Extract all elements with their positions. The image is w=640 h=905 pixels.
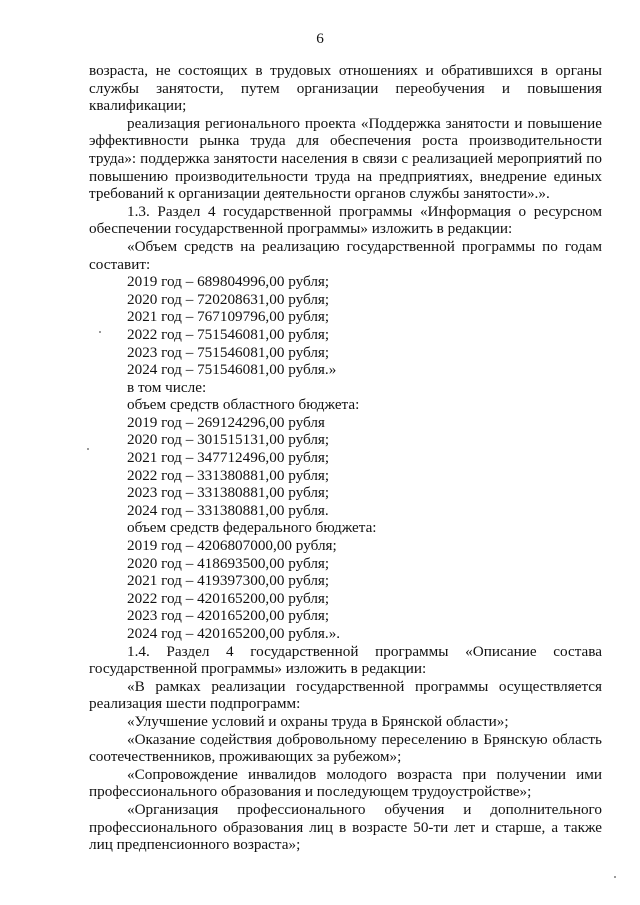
list-line: 2021 год – 347712496,00 рубля; (127, 449, 330, 467)
list-line: объем средств федерального бюджета: (127, 519, 377, 537)
list-line: 2022 год – 420165200,00 рубля; (127, 589, 330, 607)
list-line: 2020 год – 720208631,00 рубля; (127, 290, 330, 308)
list-line: 2023 год – 420165200,00 рубля; (127, 607, 330, 625)
list-line: 2021 год – 419397300,00 рубля; (127, 572, 330, 590)
scan-mark (614, 876, 616, 878)
paragraph: «Улучшение условий и охраны труда в Брянской области»; (127, 712, 509, 730)
paragraph: 1.4. Раздел 4 государственной программы «Описание состава государственной программы» изложить в редакции: (89, 642, 602, 678)
paragraph: возраста, не состоящих в трудовых отношениях и обратившихся в органы службы занятости, путем организации переобучения и повышения квалификации; (89, 62, 602, 115)
scan-mark (99, 331, 101, 333)
document-body (89, 62, 602, 854)
list-line: 2024 год – 331380881,00 рубля. (127, 501, 329, 519)
paragraph: «Организация профессионального обучения и дополнительного профессионального образования лиц в возрасте 50-ти лет и старше, а также лиц предпенсионного возраста»; (89, 800, 602, 854)
paragraph: «Сопровождение инвалидов молодого возраста при получении ими профессионального образования и последующем трудоустройстве»; (89, 765, 602, 801)
list-line: в том числе: (127, 378, 207, 396)
list-line: объем средств областного бюджета: (127, 396, 360, 414)
list-line: 2023 год – 751546081,00 рубля; (127, 343, 330, 361)
list-line: 2021 год – 767109796,00 рубля; (127, 308, 330, 326)
list-line: 2019 год – 4206807000,00 рубля; (127, 537, 337, 555)
paragraph: 1.3. Раздел 4 государственной программы «Информация о ресурсном обеспечении государственной программы» изложить в редакции: (89, 202, 602, 238)
list-line: 2024 год – 420165200,00 рубля.». (127, 625, 341, 642)
list-line: 2024 год – 751546081,00 рубля.» (127, 361, 337, 379)
paragraph: «Объем средств на реализацию государственной программы по годам составит: (89, 237, 602, 273)
list-line: 2019 год – 689804996,00 рубля; (127, 273, 330, 291)
paragraph: «В рамках реализации государственной программы осуществляется реализация шести подпрограмм: (89, 677, 602, 713)
list-line: 2022 год – 331380881,00 рубля; (127, 466, 330, 484)
list-line: 2023 год – 331380881,00 рубля; (127, 484, 330, 502)
paragraph: «Оказание содействия добровольному переселению в Брянскую область соотечественников, проживающих за рубежом»; (89, 730, 602, 766)
list-line: 2022 год – 751546081,00 рубля; (127, 325, 330, 343)
page-number: 6 (316, 30, 324, 47)
list-line: 2020 год – 418693500,00 рубля; (127, 554, 330, 572)
list-line: 2020 год – 301515131,00 рубля; (127, 431, 330, 449)
paragraph: реализация регионального проекта «Поддержка занятости и повышение эффективности рынка труда для обеспечения роста производительности труда»: поддержка занятости населения в связи с реализацией мероприятий по повышению производительности труда на предприятиях, внедрение единых требований к организации деятельности органов службы занятости».». (89, 114, 602, 203)
list-line: 2019 год – 269124296,00 рубля (127, 413, 325, 431)
scan-mark (87, 448, 89, 450)
